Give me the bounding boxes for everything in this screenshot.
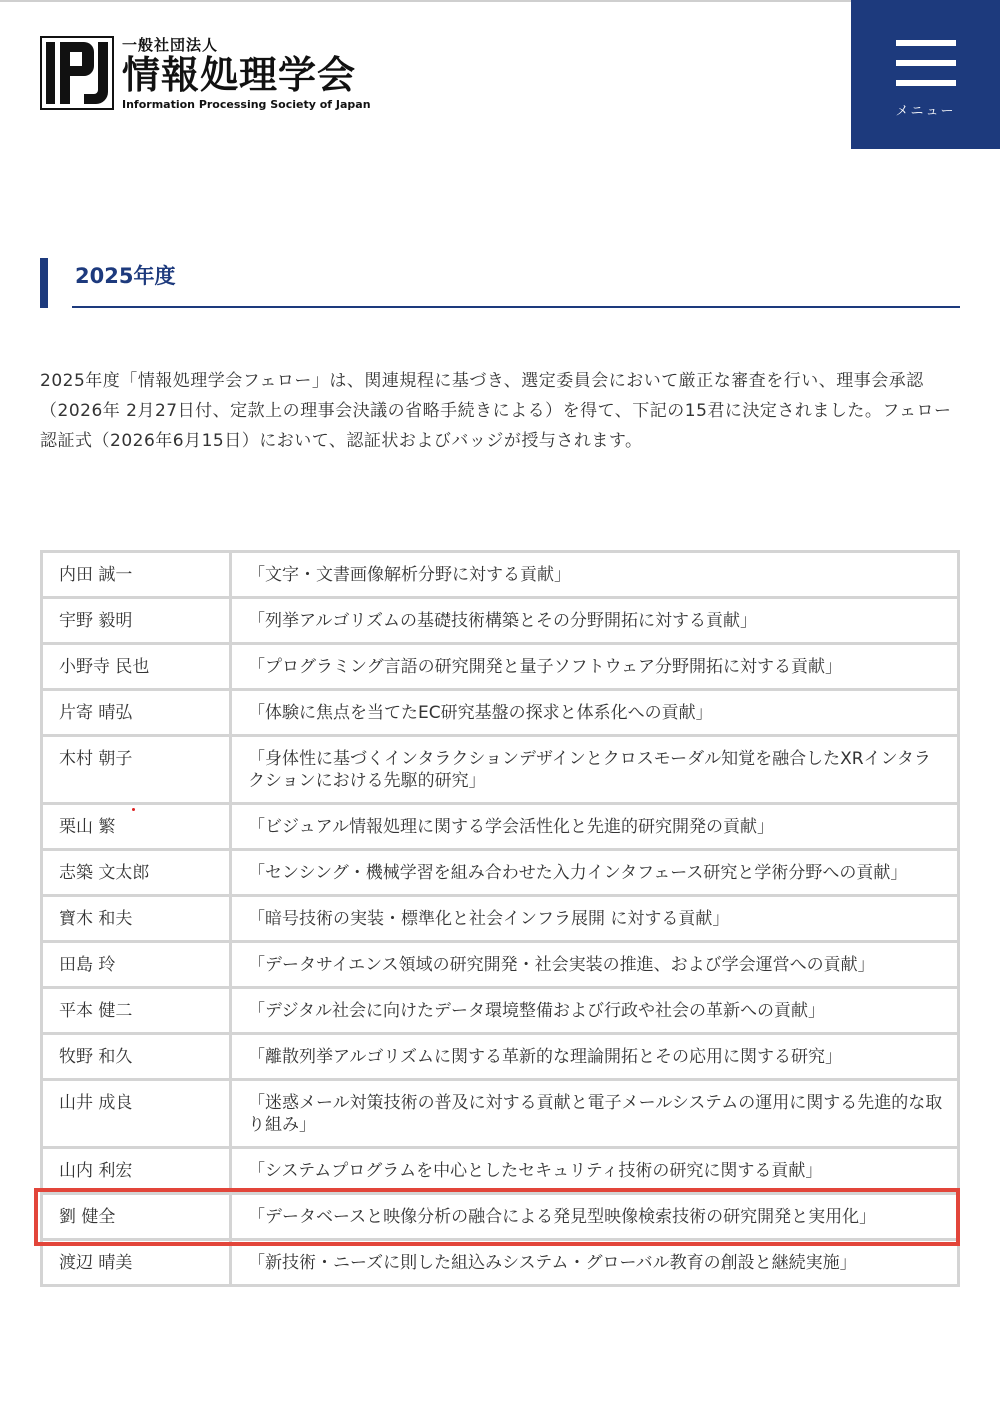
table-row	[42, 850, 959, 896]
fellow-contribution: 「新技術・ニーズに則した組込みシステム・グローバル教育の創設と継続実施」	[231, 1240, 959, 1286]
fellow-name: 宇野 毅明	[42, 598, 231, 644]
ipj-logo-mark-icon	[40, 36, 114, 110]
top-border	[0, 0, 1000, 2]
fellow-contribution: 「文字・文書画像解析分野に対する貢献」	[231, 552, 959, 598]
fellow-contribution: 「データベースと映像分析の融合による発見型映像検索技術の研究開発と実用化」	[231, 1194, 959, 1240]
fellows-table	[40, 550, 960, 1287]
fellow-name: 山内 利宏	[42, 1148, 231, 1194]
fellow-name: 内田 誠一	[42, 552, 231, 598]
fellow-name: 渡辺 晴美	[42, 1240, 231, 1286]
table-row	[42, 896, 959, 942]
fellow-contribution: 「身体性に基づくインタラクションデザインとクロスモーダル知覚を融合したXRインタラクションにおける先駆的研究」	[231, 736, 959, 804]
fellow-name: 志築 文太郎	[42, 850, 231, 896]
fellow-contribution: 「迷惑メール対策技術の普及に対する貢献と電子メールシステムの運用に関する先進的な取り組み」	[231, 1080, 959, 1148]
fellow-name: 劉 健全	[42, 1194, 231, 1240]
fellow-name: 山井 成良	[42, 1080, 231, 1148]
org-type: 一般社団法人	[122, 36, 219, 54]
intro-paragraph: 2025年度「情報処理学会フェロー」は、関連規程に基づき、選定委員会において厳正な審査を行い、理事会承認（2026年 2月27日付、定款上の理事会決議の省略手続きによる）を得て、下記の15君に決定されました。フェロー認証式（2026年6月15日）において、認証状およびバッジが授与されます。	[40, 371, 952, 451]
fellow-contribution: 「デジタル社会に向けたデータ環境整備および行政や社会の革新への貢献」	[231, 988, 959, 1034]
table-row	[42, 1034, 959, 1080]
fellow-contribution: 「プログラミング言語の研究開発と量子ソフトウェア分野開拓に対する貢献」	[231, 644, 959, 690]
fellow-contribution: 「体験に焦点を当てたEC研究基盤の探求と体系化への貢献」	[231, 690, 959, 736]
table-row	[42, 1148, 959, 1194]
fellow-contribution: 「離散列挙アルゴリズムに関する革新的な理論開拓とその応用に関する研究」	[231, 1034, 959, 1080]
fellow-name: 片寄 晴弘	[42, 690, 231, 736]
fellow-name: 寶木 和夫	[42, 896, 231, 942]
fellow-contribution: 「データサイエンス領域の研究開発・社会実装の推進、および学会運営への貢献」	[231, 942, 959, 988]
table-row	[42, 1080, 959, 1148]
fellow-name: 平本 健二	[42, 988, 231, 1034]
table-row	[42, 552, 959, 598]
table-row	[42, 1240, 959, 1286]
menu-button[interactable]	[851, 0, 1000, 149]
table-row-highlighted	[42, 1194, 959, 1240]
fellow-contribution: 「センシング・機械学習を組み合わせた入力インタフェース研究と学術分野への貢献」	[231, 850, 959, 896]
org-name: 情報処理学会	[122, 53, 357, 97]
table-row	[42, 804, 959, 850]
fellow-contribution: 「暗号技術の実装・標準化と社会インフラ展開 に対する貢献」	[231, 896, 959, 942]
fellow-name: 田島 玲	[42, 942, 231, 988]
fellow-name: 木村 朝子	[42, 736, 231, 804]
table-row	[42, 736, 959, 804]
table-row	[42, 942, 959, 988]
table-row	[42, 690, 959, 736]
fellow-contribution: 「システムプログラムを中心としたセキュリティ技術の研究に関する貢献」	[231, 1148, 959, 1194]
ipsj-logo[interactable]	[40, 36, 380, 116]
section-accent-bar	[40, 258, 48, 308]
stray-mark	[132, 808, 135, 811]
table-row	[42, 644, 959, 690]
section-divider	[72, 306, 960, 308]
fellow-contribution: 「ビジュアル情報処理に関する学会活性化と先進的研究開発の貢献」	[231, 804, 959, 850]
fellow-contribution: 「列挙アルゴリズムの基礎技術構築とその分野開拓に対する貢献」	[231, 598, 959, 644]
section-title: 2025年度	[75, 264, 176, 288]
fellow-name: 牧野 和久	[42, 1034, 231, 1080]
menu-label: メニュー	[895, 104, 956, 119]
fellow-name: 栗山 繁	[42, 804, 231, 850]
org-name-en: Information Processing Society of Japan	[122, 98, 371, 111]
table-row	[42, 988, 959, 1034]
fellow-name: 小野寺 民也	[42, 644, 231, 690]
table-row	[42, 598, 959, 644]
